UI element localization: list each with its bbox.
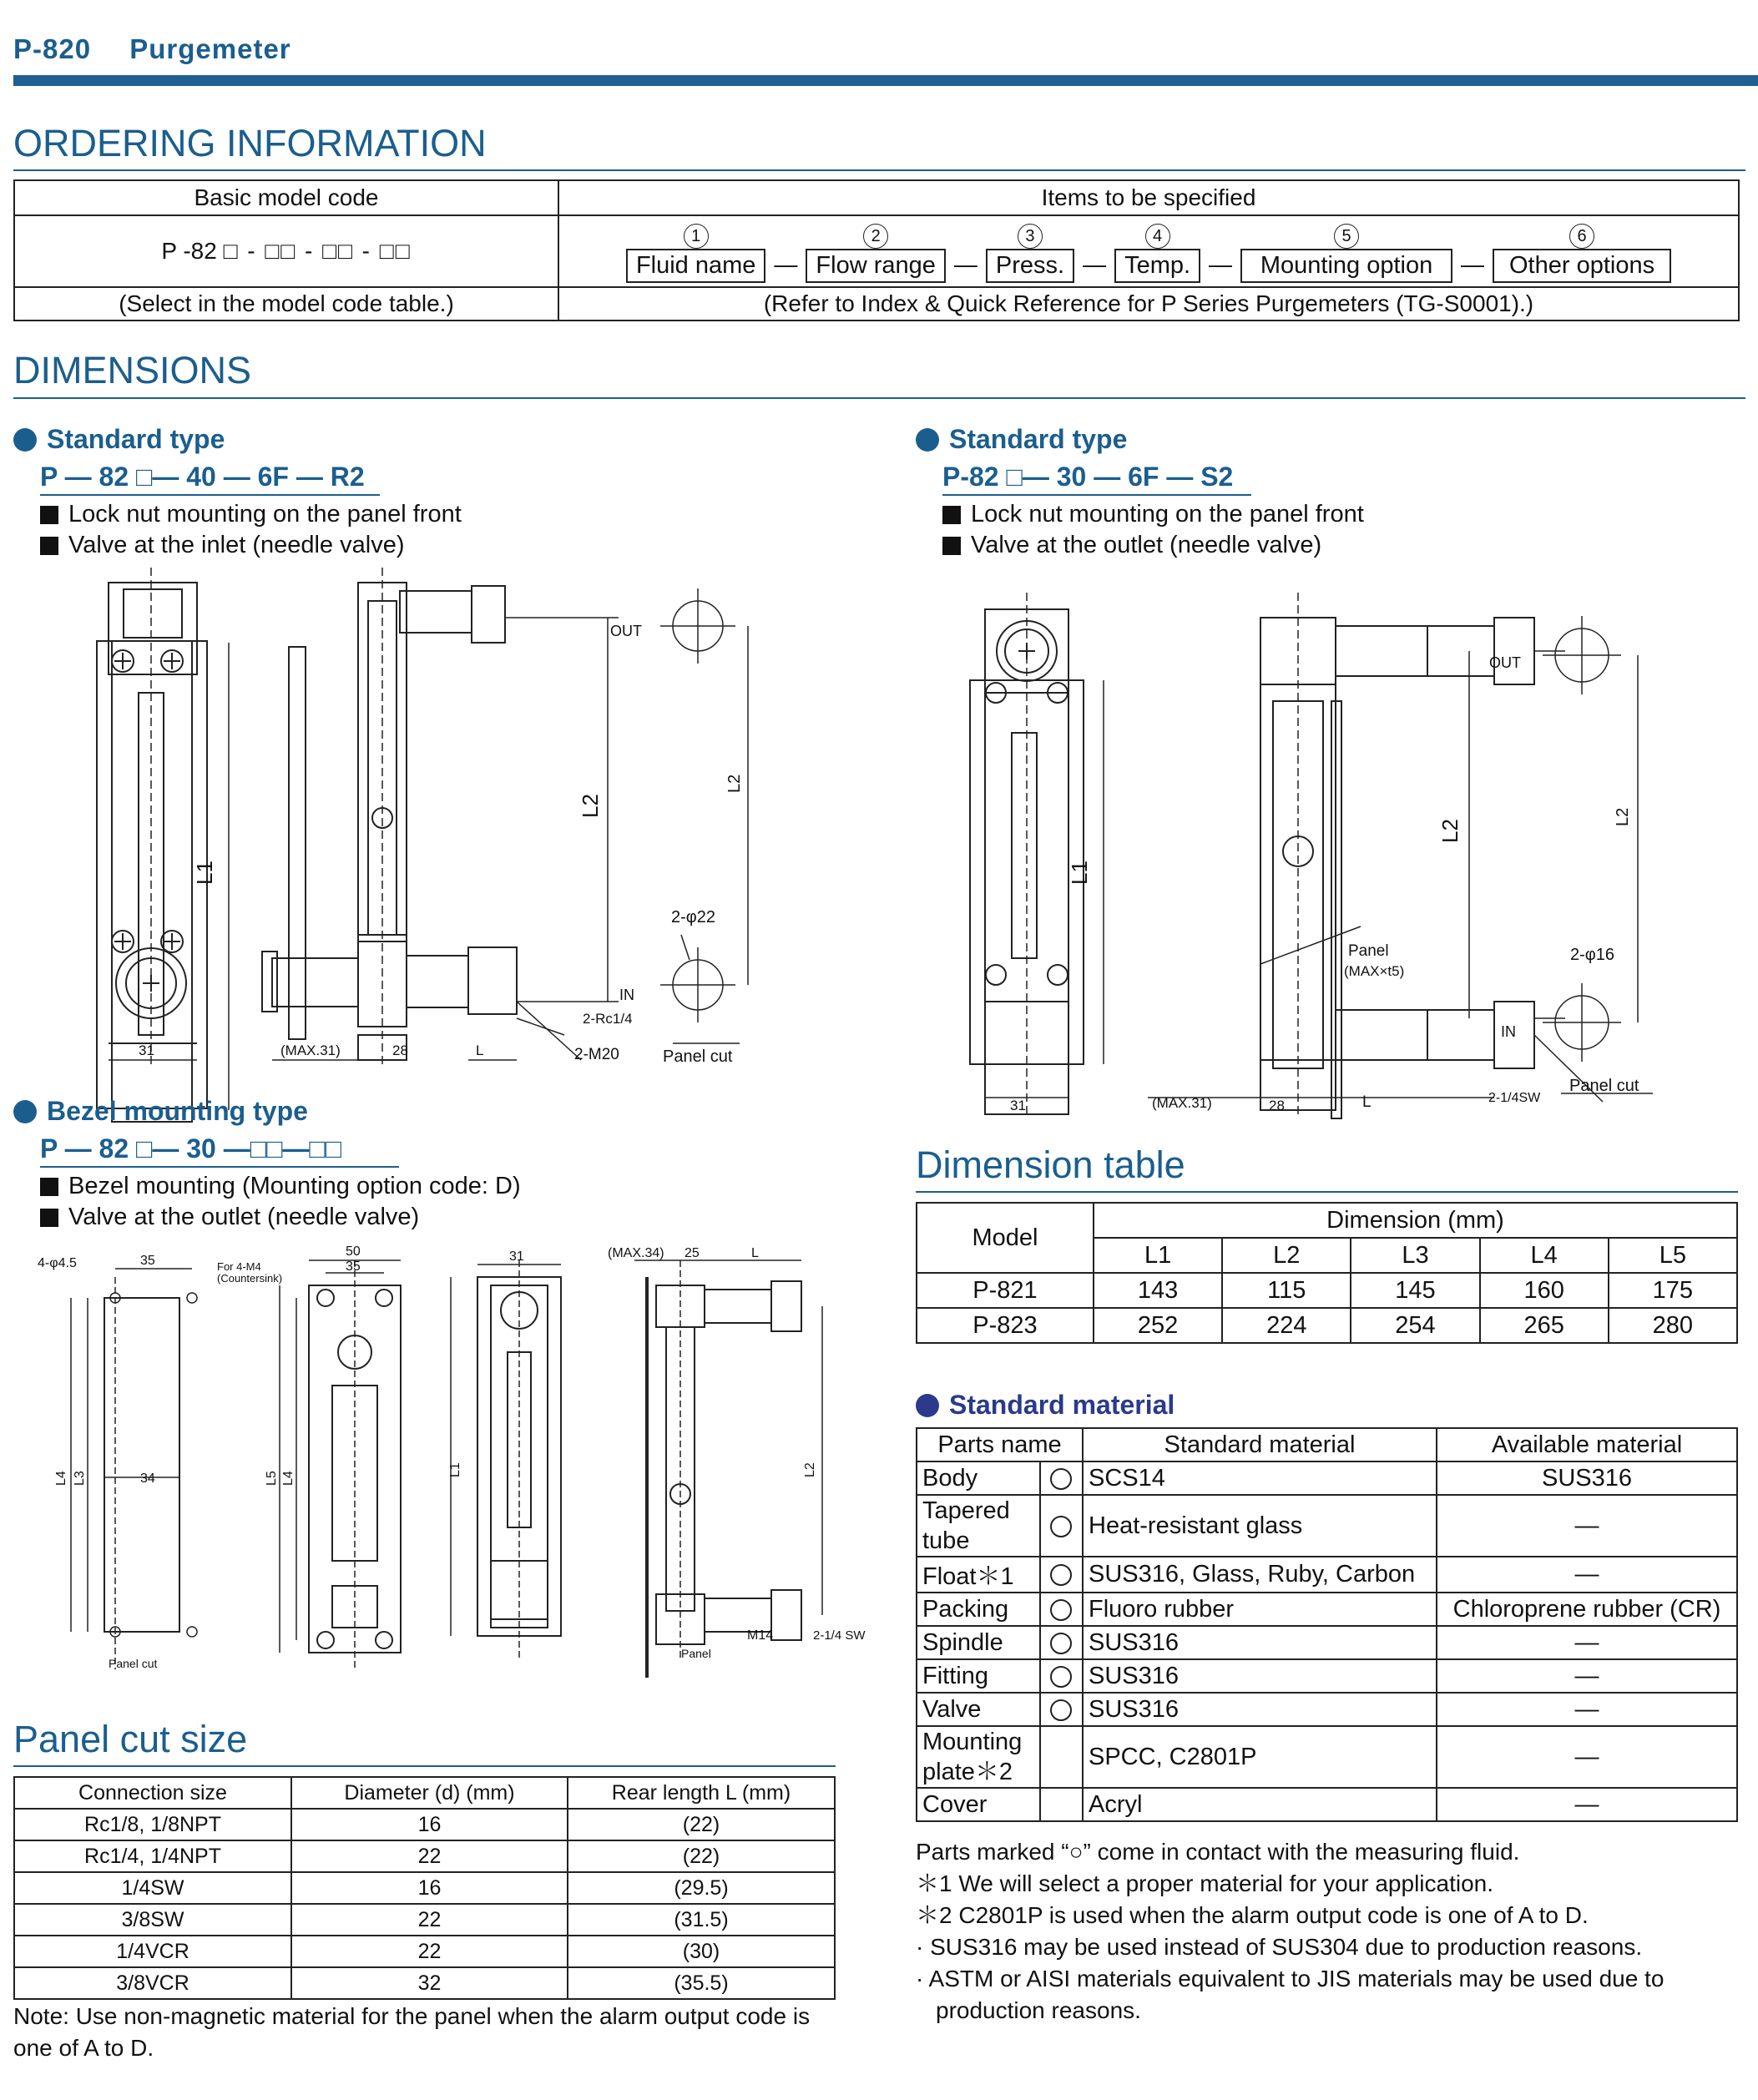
bezel-bullet-1: Bezel mounting (Mounting option code: D) [40, 1173, 521, 1200]
spec-item [1114, 224, 1200, 283]
ordering-col2: Items to be specified [558, 180, 1739, 215]
table-row [917, 1726, 1737, 1788]
ordering-title: ORDERING INFORMATION [13, 122, 487, 164]
label-maxt: (MAX×t5) [1344, 963, 1405, 979]
panel-cut-note: Note: Use non-magnetic material for the panel when the alarm output code is one of A to D. [13, 2003, 811, 2061]
ordering-table [13, 179, 1740, 321]
bezel-drawing [25, 1244, 866, 1686]
spec-item [806, 224, 945, 283]
label-in: IN [619, 987, 634, 1003]
std-right-title: Standard type [916, 424, 1127, 455]
mat-contact-cell [1040, 1557, 1083, 1593]
page-header [13, 33, 291, 65]
mat-contact-cell [1040, 1461, 1083, 1495]
label-d50: 50 [346, 1244, 361, 1259]
mat-contact-cell [1040, 1788, 1083, 1821]
spec-item-number: 1 [684, 224, 709, 249]
material-note: ＊2 C2801P is used when the alarm output code is one of A to D. [916, 1902, 1589, 1928]
label-l1: L1 [448, 1462, 462, 1477]
table-row [917, 1788, 1737, 1821]
std-right-drawing [960, 576, 1686, 1118]
material-note: · ASTM or AISI materials equivalent to JIS materials may be used due to production reasons. [916, 1966, 1665, 2023]
code-boxes: □ - □□ - □□ - □□ [223, 238, 412, 264]
mat-contact-cell [1040, 1626, 1083, 1659]
mat-part: Valve [917, 1693, 1040, 1726]
label-l4b: L4 [281, 1471, 296, 1486]
item-separator: — [1209, 250, 1233, 277]
std-left-bullet-1: Lock nut mounting on the panel front [40, 501, 462, 528]
label-countersink: (Countersink) [217, 1272, 283, 1285]
label-l1: L1 [192, 861, 217, 885]
contact-circle-icon [1050, 1599, 1072, 1621]
panel-rear-length: (22) [568, 1809, 835, 1840]
label-panelcut: Panel cut [663, 1047, 733, 1066]
spec-item [1493, 224, 1671, 283]
square-bullet-icon [40, 1209, 58, 1227]
dim-value: 252 [1094, 1308, 1222, 1343]
item-separator: — [953, 250, 978, 277]
contact-circle-icon [1050, 1666, 1072, 1688]
mat-part: Body [917, 1461, 1040, 1495]
table-row [14, 1936, 835, 1967]
panel-col-rear: Rear length L (mm) [568, 1777, 835, 1809]
dimensions-title: DIMENSIONS [13, 349, 252, 391]
header-bar [13, 75, 1758, 86]
table-row [917, 1461, 1737, 1495]
spec-item-label: Flow range [806, 249, 945, 283]
mat-part: Float＊1 [917, 1557, 1040, 1593]
panel-diameter: 22 [291, 1904, 568, 1936]
mat-col-part: Parts name [917, 1428, 1083, 1461]
ordering-col1: Basic model code [14, 180, 558, 215]
product-title: Purgemeter [129, 33, 291, 64]
spec-item-number: 6 [1569, 224, 1594, 249]
mat-standard: Heat-resistant glass [1083, 1495, 1437, 1557]
square-bullet-icon [40, 1178, 58, 1196]
panel-diameter: 32 [291, 1967, 568, 1999]
mat-standard: Acryl [1083, 1788, 1437, 1821]
dim-value: 265 [1480, 1308, 1609, 1343]
mat-available: — [1437, 1659, 1737, 1693]
square-bullet-icon [40, 506, 58, 524]
spec-item [626, 224, 765, 283]
material-title: Standard material [916, 1390, 1175, 1421]
contact-circle-icon [1050, 1699, 1072, 1721]
panel-connection: 3/8SW [14, 1904, 291, 1936]
spec-item [1240, 224, 1452, 283]
label-d28: 28 [392, 1042, 408, 1058]
items-row [560, 220, 1737, 283]
contact-circle-icon [1050, 1564, 1072, 1586]
table-row [917, 1308, 1737, 1343]
label-d34: 34 [140, 1472, 155, 1486]
std-right-bullet-1: Lock nut mounting on the panel front [942, 501, 1364, 528]
dim-col-header: L1 [1094, 1238, 1222, 1273]
label-l3: L3 [73, 1471, 87, 1486]
label-d31: 31 [509, 1249, 524, 1264]
dimensions-rule [13, 397, 1745, 399]
label-d25: 25 [685, 1246, 700, 1260]
label-sw: 2-1/4SW [1488, 1091, 1541, 1105]
dim-value: 175 [1609, 1273, 1737, 1308]
model-code-cell [14, 215, 558, 287]
mat-col-avail: Available material [1437, 1428, 1737, 1461]
spec-item-number: 4 [1145, 224, 1170, 249]
panel-connection: Rc1/8, 1/8NPT [14, 1809, 291, 1840]
dim-value: 254 [1351, 1308, 1479, 1343]
mat-standard: SCS14 [1083, 1461, 1437, 1495]
material-notes [916, 1836, 1746, 2027]
contact-circle-icon [1050, 1468, 1072, 1490]
table-row [917, 1557, 1737, 1593]
spec-item [986, 224, 1074, 283]
label-panelcut: Panel cut [1569, 1077, 1639, 1095]
mat-standard: SUS316 [1083, 1626, 1437, 1659]
panel-diameter: 22 [291, 1936, 568, 1967]
mat-available: Chloroprene rubber (CR) [1437, 1593, 1737, 1626]
bullet-dot-icon [13, 1100, 37, 1123]
item-separator: — [1461, 250, 1485, 277]
label-max31: (MAX.31) [280, 1042, 341, 1058]
bullet-dot-icon [13, 428, 37, 452]
label-l2: L2 [1437, 819, 1462, 843]
label-panel: Panel [1348, 942, 1389, 960]
label-d28: 28 [1269, 1098, 1285, 1113]
std-left-title: Standard type [13, 424, 225, 455]
panel-cut-table [13, 1776, 836, 2000]
bezel-title: Bezel mounting type [13, 1096, 308, 1127]
spec-item-number: 5 [1334, 224, 1359, 249]
panel-cut-rule [13, 1765, 836, 1767]
label-m4: For 4-M4 [217, 1260, 261, 1273]
ordering-rule [13, 169, 1745, 171]
std-left-model: P — 82 □— 40 — 6F — R2 [40, 462, 380, 496]
contact-circle-icon [1050, 1633, 1072, 1654]
mat-available: — [1437, 1495, 1737, 1557]
dim-col-header: L4 [1480, 1238, 1609, 1273]
panel-cut-title: Panel cut size [13, 1718, 248, 1760]
dim-value: 115 [1222, 1273, 1351, 1308]
mat-standard: SUS316 [1083, 1693, 1437, 1726]
table-row [14, 1872, 835, 1904]
panel-diameter: 16 [291, 1809, 568, 1840]
std-right-bullet-2: Valve at the outlet (needle valve) [942, 532, 1321, 559]
panel-col-connection: Connection size [14, 1777, 291, 1809]
panel-rear-length: (22) [568, 1840, 835, 1872]
table-row [14, 1809, 835, 1840]
mat-part: Tapered tube [917, 1495, 1040, 1557]
table-row [917, 1593, 1737, 1626]
label-phi: 2-φ22 [671, 908, 715, 926]
dim-head: Dimension (mm) [1094, 1203, 1737, 1238]
panel-connection: 1/4VCR [14, 1936, 291, 1967]
bezel-model: P — 82 □— 30 —□□—□□ [40, 1133, 399, 1168]
label-l2b: L2 [725, 774, 744, 793]
dim-model: P-823 [917, 1308, 1094, 1343]
label-d35b: 35 [346, 1259, 361, 1274]
label-l: L [476, 1042, 484, 1058]
spec-item-label: Fluid name [626, 249, 765, 283]
mat-part: Packing [917, 1593, 1040, 1626]
dimension-table-title: Dimension table [916, 1143, 1185, 1186]
mat-standard: SUS316 [1083, 1659, 1437, 1693]
panel-connection: 3/8VCR [14, 1967, 291, 1999]
panel-rear-length: (29.5) [568, 1872, 835, 1904]
panel-rear-length: (35.5) [568, 1967, 835, 1999]
dim-model: P-821 [917, 1273, 1094, 1308]
mat-available: — [1437, 1626, 1737, 1659]
spec-item-label: Temp. [1114, 249, 1200, 283]
dimension-table [916, 1202, 1738, 1344]
label-sw: 2-1/4 SW [813, 1628, 866, 1643]
bullet-dot-icon [916, 1394, 939, 1417]
table-row [14, 1840, 835, 1872]
std-left-bullet-2: Valve at the inlet (needle valve) [40, 532, 404, 559]
label-d31: 31 [139, 1042, 154, 1058]
ordering-note-right: (Refer to Index & Quick Reference for P Series Purgemeters (TG-S0001).) [558, 287, 1739, 321]
material-note: ＊1 We will select a proper material for your application. [916, 1870, 1494, 1896]
spec-item-label: Mounting option [1240, 249, 1452, 283]
item-separator: — [1083, 250, 1107, 277]
mat-standard: SUS316, Glass, Ruby, Carbon [1083, 1557, 1437, 1593]
mat-contact-cell [1040, 1495, 1083, 1557]
dim-col-header: L3 [1351, 1238, 1479, 1273]
label-phi: 2-φ16 [1570, 946, 1614, 964]
mat-available: — [1437, 1693, 1737, 1726]
panel-diameter: 22 [291, 1840, 568, 1872]
bezel-bullet-2: Valve at the outlet (needle valve) [40, 1204, 419, 1231]
item-separator: — [774, 250, 798, 277]
label-out: OUT [610, 623, 642, 639]
table-row [917, 1659, 1737, 1693]
material-note: · SUS316 may be used instead of SUS304 due to production reasons. [916, 1934, 1643, 1960]
mat-part: Spindle [917, 1626, 1040, 1659]
dim-value: 160 [1480, 1273, 1609, 1308]
mat-col-std: Standard material [1083, 1428, 1437, 1461]
panel-rear-length: (31.5) [568, 1904, 835, 1936]
std-right-model: P-82 □— 30 — 6F — S2 [942, 462, 1251, 496]
mat-contact-cell [1040, 1593, 1083, 1626]
table-row [917, 1626, 1737, 1659]
label-panel: Panel [681, 1647, 711, 1660]
mat-available: — [1437, 1557, 1737, 1593]
label-l: L [751, 1246, 759, 1260]
dim-value: 224 [1222, 1308, 1351, 1343]
panel-connection: Rc1/4, 1/4NPT [14, 1840, 291, 1872]
square-bullet-icon [40, 537, 58, 555]
table-row [14, 1904, 835, 1936]
label-max34: (MAX.34) [608, 1246, 664, 1260]
dim-model-head: Model [917, 1203, 1094, 1273]
label-l5: L5 [265, 1471, 279, 1486]
mat-available: SUS316 [1437, 1461, 1737, 1495]
spec-item-number: 2 [863, 224, 888, 249]
label-d31: 31 [1010, 1098, 1026, 1113]
spec-item-label: Other options [1493, 249, 1671, 283]
table-row [917, 1495, 1737, 1557]
label-l2b: L2 [1614, 807, 1632, 826]
mat-part: Fitting [917, 1659, 1040, 1693]
mat-part: Cover [917, 1788, 1040, 1821]
spec-item-label: Press. [986, 249, 1074, 283]
label-m20: 2-M20 [574, 1046, 619, 1063]
table-row [917, 1273, 1737, 1308]
label-l2: L2 [803, 1462, 817, 1477]
std-left-drawing [13, 568, 848, 1085]
table-row [917, 1693, 1737, 1726]
dim-value: 145 [1351, 1273, 1479, 1308]
mat-available: — [1437, 1788, 1737, 1821]
mat-standard: Fluoro rubber [1083, 1593, 1437, 1626]
panel-col-diameter: Diameter (d) (mm) [291, 1777, 568, 1809]
mat-contact-cell [1040, 1726, 1083, 1788]
square-bullet-icon [942, 506, 961, 524]
label-rc: 2-Rc1/4 [583, 1011, 633, 1027]
mat-available: — [1437, 1726, 1737, 1788]
ordering-note-left: (Select in the model code table.) [14, 287, 558, 321]
mat-standard: SPCC, C2801P [1083, 1726, 1437, 1788]
dim-col-header: L5 [1609, 1238, 1737, 1273]
panel-diameter: 16 [291, 1872, 568, 1904]
label-l: L [1362, 1093, 1372, 1111]
bullet-dot-icon [916, 428, 939, 452]
model-code: P -82 [161, 238, 217, 264]
spec-item-number: 3 [1018, 224, 1043, 249]
label-in: IN [1501, 1023, 1516, 1040]
label-phi45: 4-φ4.5 [38, 1256, 77, 1270]
items-cell [558, 215, 1739, 287]
label-max31: (MAX.31) [1152, 1095, 1212, 1111]
label-l2: L2 [578, 794, 603, 818]
dim-value: 280 [1609, 1308, 1737, 1343]
material-note: Parts marked “○” come in contact with the measuring fluid. [916, 1839, 1520, 1865]
mat-part: Mounting plate＊2 [917, 1726, 1040, 1788]
dimension-table-rule [916, 1191, 1738, 1193]
label-l4a: L4 [54, 1471, 68, 1486]
dim-col-header: L2 [1222, 1238, 1351, 1273]
contact-circle-icon [1050, 1516, 1072, 1537]
label-m14: M14 [747, 1628, 774, 1643]
label-l1: L1 [1067, 861, 1092, 885]
mat-contact-cell [1040, 1659, 1083, 1693]
product-code: P-820 [13, 33, 92, 64]
panel-rear-length: (30) [568, 1936, 835, 1967]
label-out: OUT [1489, 654, 1521, 671]
dim-value: 143 [1094, 1273, 1222, 1308]
label-d35a: 35 [140, 1254, 155, 1268]
panel-connection: 1/4SW [14, 1872, 291, 1904]
material-table [916, 1427, 1738, 1822]
square-bullet-icon [942, 537, 961, 555]
table-row [14, 1967, 835, 1999]
label-panelcut: Panel cut [109, 1657, 158, 1670]
mat-contact-cell [1040, 1693, 1083, 1726]
